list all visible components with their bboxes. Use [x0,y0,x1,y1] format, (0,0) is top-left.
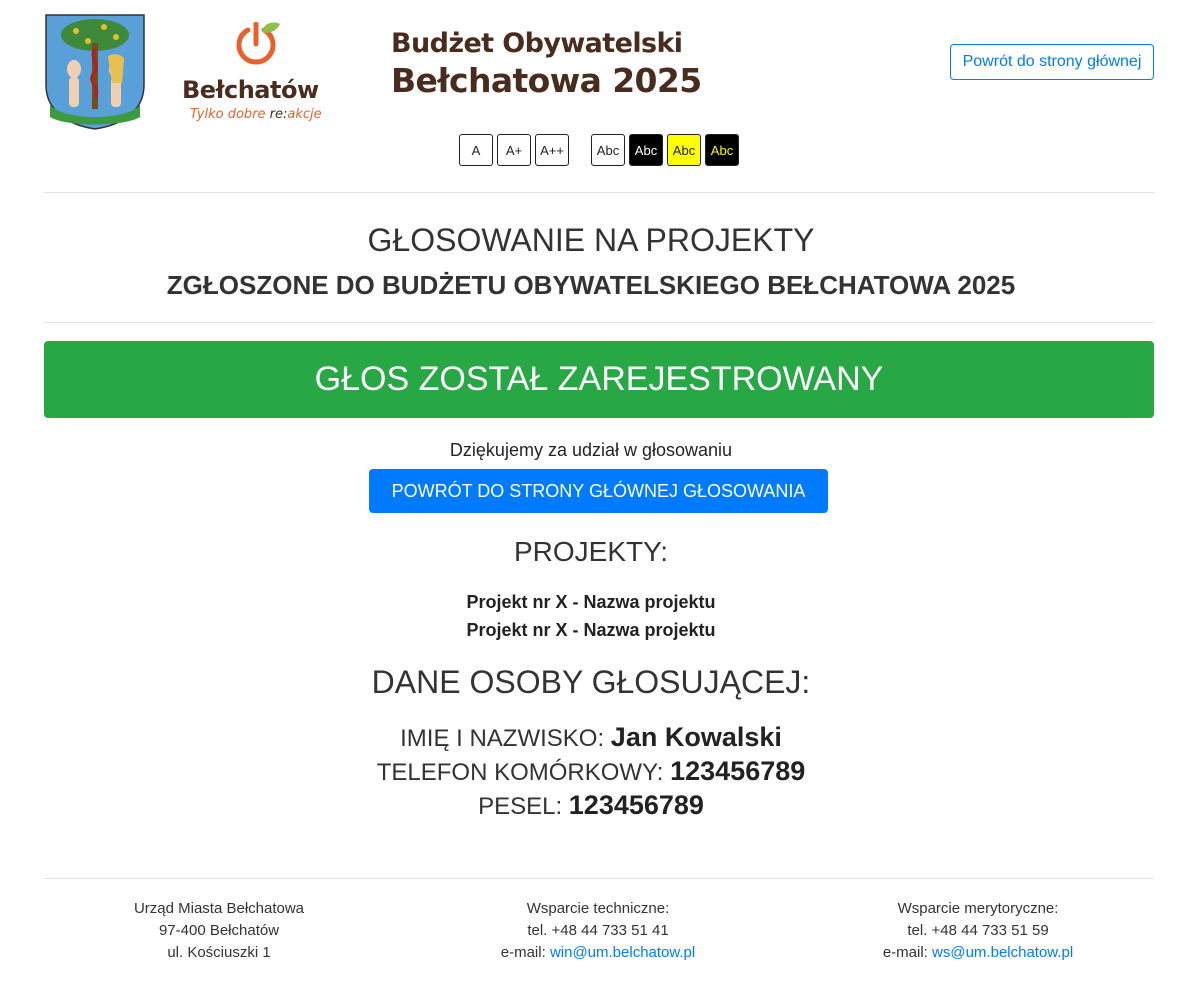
contrast-default-button[interactable]: Abc [591,134,625,166]
page-title [391,28,702,100]
contrast-black-yellow-button[interactable]: Abc [705,134,739,166]
voter-data-heading: DANE OSOBY GŁOSUJĄCEJ: [371,664,811,700]
voting-subheading: ZGŁOSZONE DO BUDŻETU OBYWATELSKIEGO BEŁCHATOWA 2025 [166,270,1016,300]
project-item: Projekt nr X - Nazwa projektu [466,620,716,640]
divider [44,322,1154,323]
city-tagline: Tylko dobre re:akcje [190,107,322,122]
voter-pesel-row: PESEL: 123456789 [478,790,704,820]
power-apple-icon [224,22,280,74]
city-name: Bełchatów [182,76,319,104]
contrast-yellow-button[interactable]: Abc [667,134,701,166]
back-to-home-button[interactable]: Powrót do strony głównej [950,44,1154,80]
font-size-large-button[interactable]: A+ [497,134,531,166]
font-size-xlarge-button[interactable]: A++ [535,134,569,166]
project-item: Projekt nr X - Nazwa projektu [466,592,716,612]
footer-divider [44,878,1154,879]
projects-heading: PROJEKTY: [513,536,669,567]
page-header [0,0,1182,192]
divider [44,192,1154,193]
voter-pesel-value: 123456789 [568,790,704,820]
tech-support-email-link[interactable]: win@um.belchatow.pl [549,944,696,961]
voter-name-row: IMIĘ I NAZWISKO: Jan Kowalski [400,722,782,752]
font-size-normal-button[interactable]: A [459,134,493,166]
voter-phone-value: 123456789 [670,756,806,786]
footer-tech-support: Wsparcie techniczne: tel. +48 44 733 51 41 e-mail: win@um.belchatow.pl [500,900,696,961]
title-line-2: Bełchatowa 2025 [391,61,702,100]
voter-phone-row: TELEFON KOMÓRKOWY: 123456789 [376,756,806,786]
voting-heading: GŁOSOWANIE NA PROJEKTY [367,222,815,258]
back-to-voting-home-button[interactable]: POWRÓT DO STRONY GŁÓWNEJ GŁOSOWANIA [369,469,828,513]
contrast-black-white-button[interactable]: Abc [629,134,663,166]
footer-office: Urząd Miasta Bełchatowa 97-400 Bełchatów ul. Kościuszki 1 [133,900,305,961]
title-line-1: Budżet Obywatelski [391,28,683,59]
content-support-email-link[interactable]: ws@um.belchatow.pl [932,944,1074,961]
footer-content-support: Wsparcie merytoryczne: tel. +48 44 733 51 59 e-mail: ws@um.belchatow.pl [882,900,1074,961]
thanks-message: Dziękujemy za udział w głosowaniu [449,440,733,460]
coat-of-arms-icon [44,13,146,131]
vote-registered-banner: GŁOS ZOSTAŁ ZAREJESTROWANY [44,341,1154,418]
city-logo [180,14,322,124]
voter-name-value: Jan Kowalski [610,722,782,752]
